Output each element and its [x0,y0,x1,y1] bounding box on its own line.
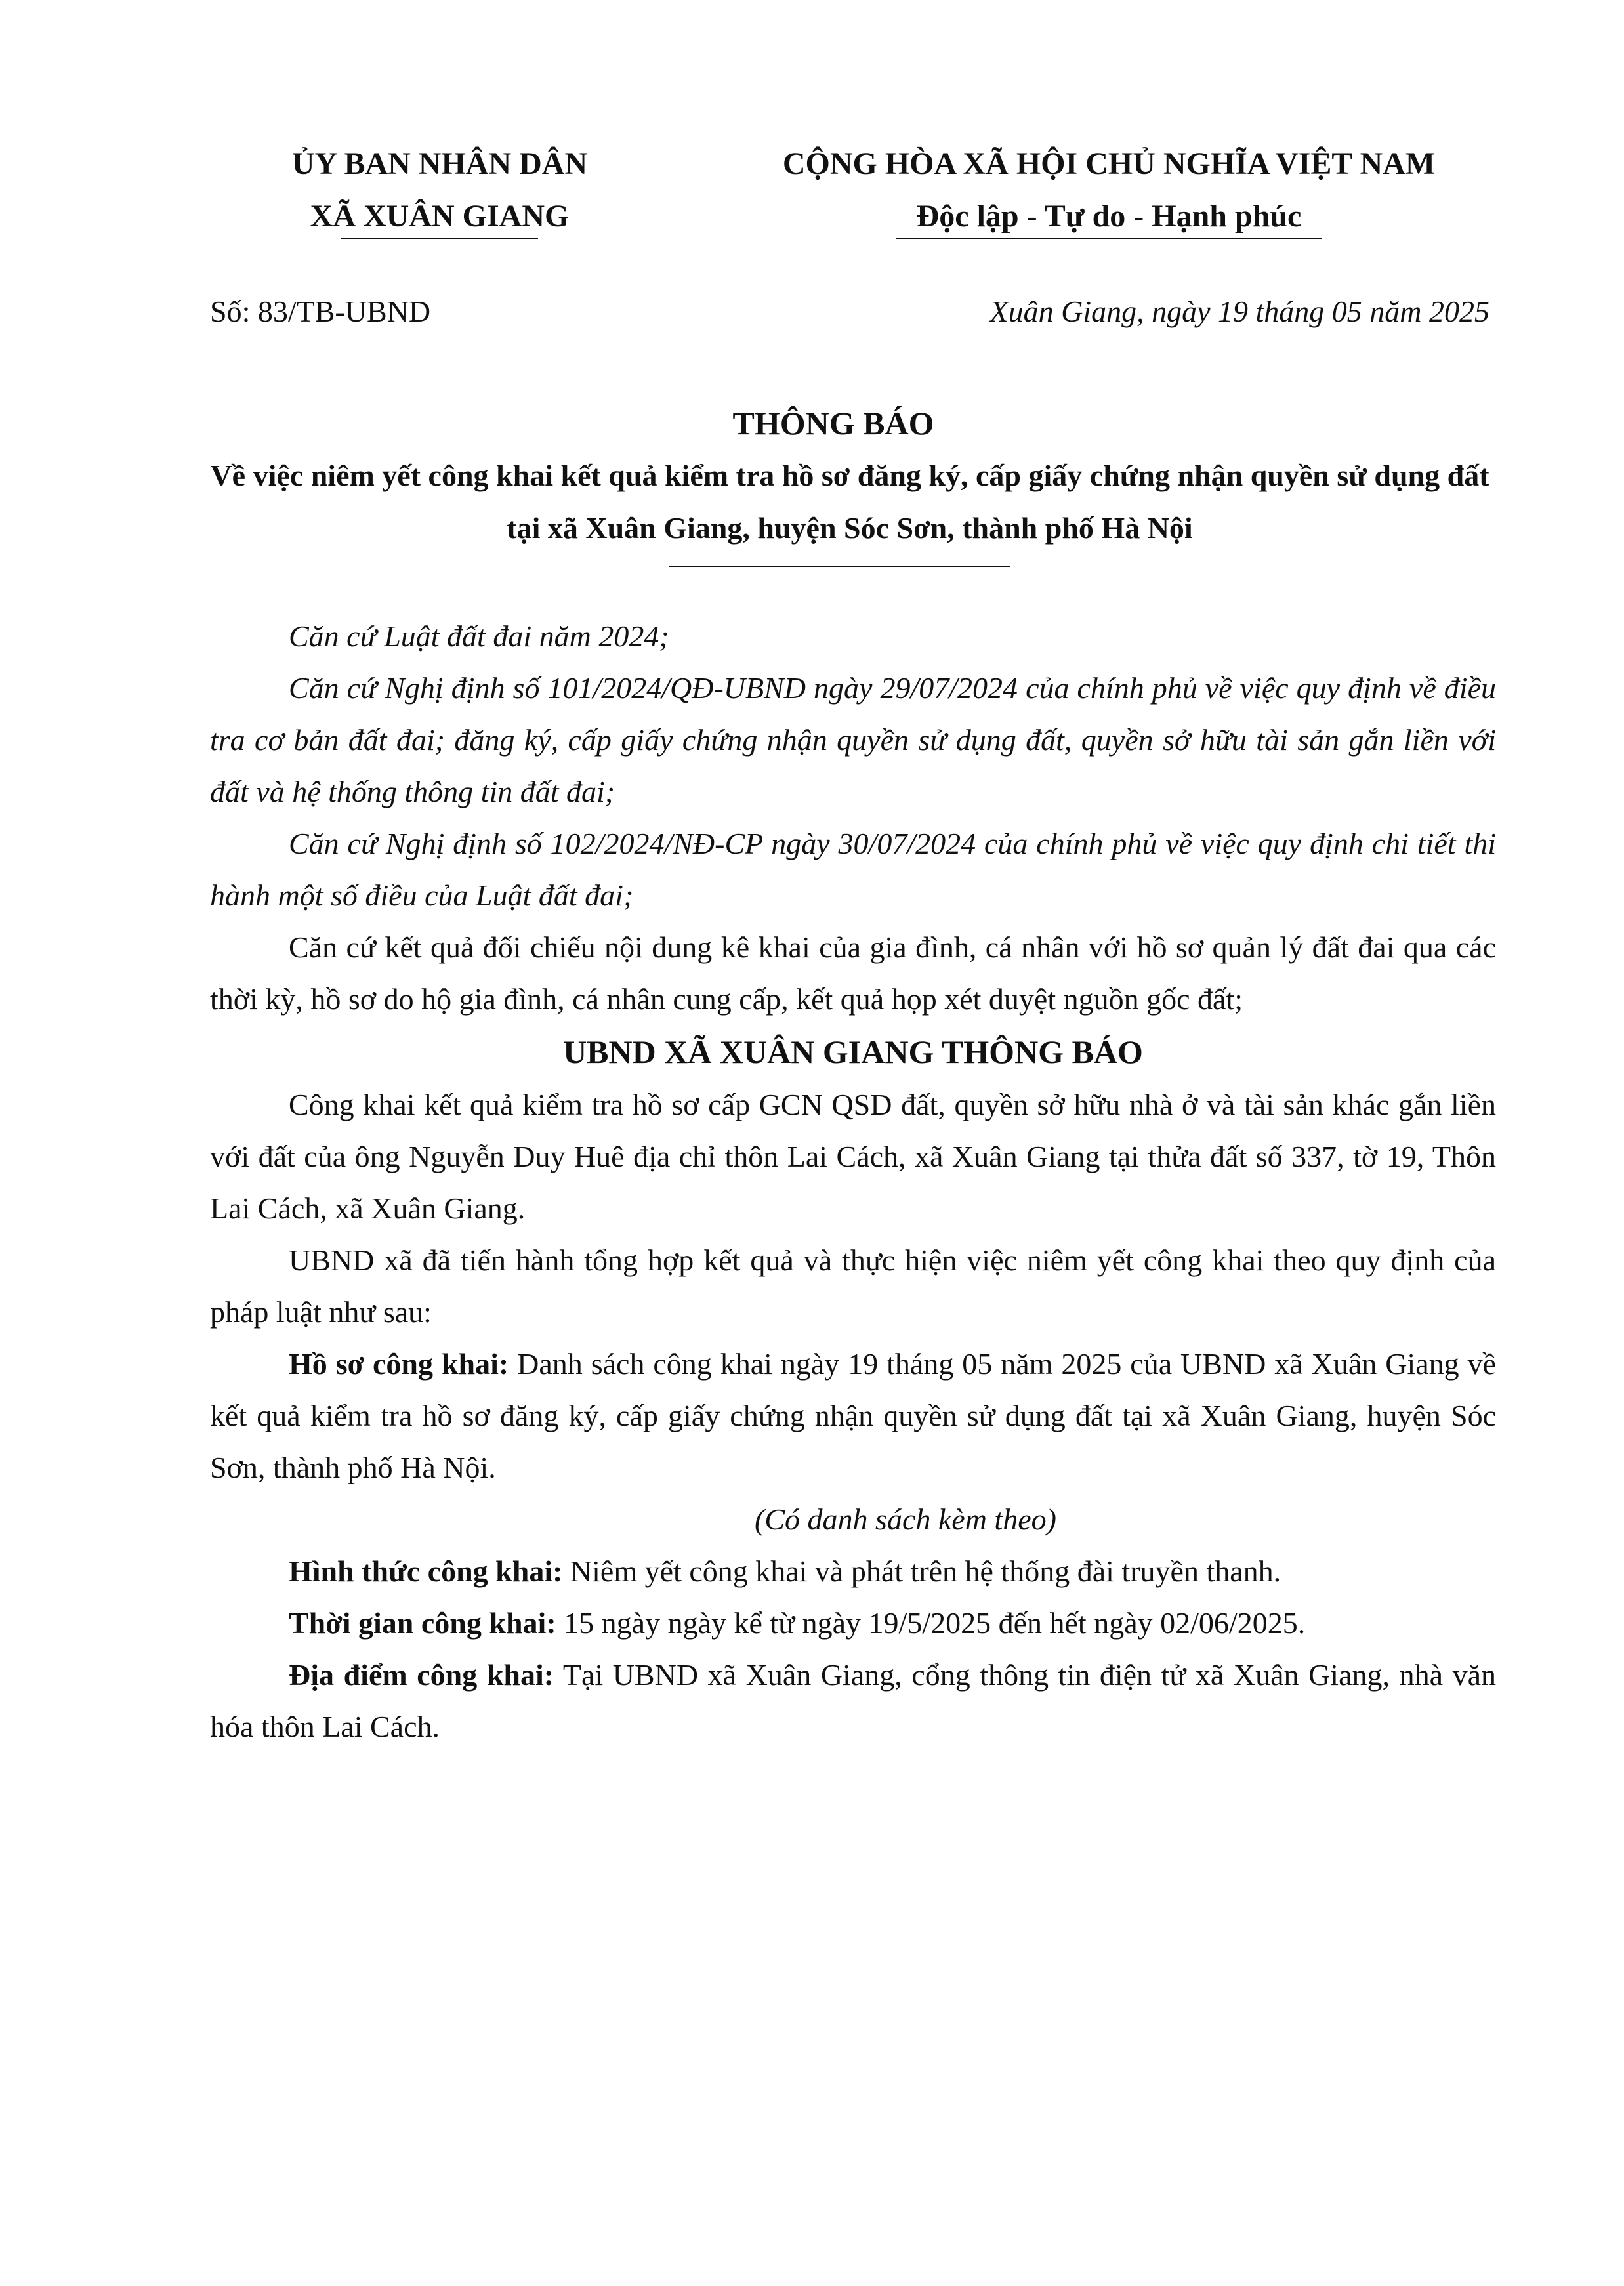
document-subject: Về việc niêm yết công khai kết quả kiểm tra hồ sơ đăng ký, cấp giấy chứng nhận quyền sử dụng đất tại xã Xuân Giang, huyện Sóc Sơn, thành phố Hà Nội [210,459,1489,545]
document-number: Số: 83/TB-UBND [210,295,431,328]
document-title: THÔNG BÁO [732,405,934,442]
nation-name: CỘNG HÒA XÃ HỘI CHỦ NGHĨA VIỆT NAM [782,146,1436,181]
announce-heading: UBND XÃ XUÂN GIANG THÔNG BÁO [563,1033,1143,1070]
records-text: Danh sách công khai ngày 19 tháng 05 năm 2025 của UBND xã Xuân Giang về kết quả kiểm tra hồ sơ đăng ký, cấp giấy chứng nhận quyền sử dụng đất tại xã Xuân Giang, huyện Sóc Sơn, thành phố Hà Nội. [210,1347,1496,1484]
agency-commune: XÃ XUÂN GIANG [310,199,570,234]
motto-underline [896,238,1322,239]
location-label: Địa điểm công khai: [289,1658,554,1692]
legal-basis-3: Căn cứ Nghị định số 102/2024/NĐ-CP ngày 30/07/2024 của chính phủ về việc quy định chi tiết thi hành một số điều của Luật đất đai; [210,827,1496,912]
item-location [210,1649,1496,1753]
nation-motto: Độc lập - Tự do - Hạnh phúc [916,199,1302,234]
document-header [0,138,1624,236]
records-label: Hồ sơ công khai: [289,1347,509,1381]
legal-basis-1: Căn cứ Luật đất đai năm 2024; [289,619,669,653]
legal-basis-2: Căn cứ Nghị định số 101/2024/QĐ-UBND ngày 29/07/2024 của chính phủ về việc quy định về điều tra cơ bản đất đai; đăng ký, cấp giấy chứng nhận quyền sử dụng đất, quyền sở hữu tài sản gắn liền với đất và hệ thống thông tin đất đai; [210,671,1496,808]
paragraph-procedure: UBND xã đã tiến hành tổng hợp kết quả và thực hiện việc niêm yết công khai theo quy định của pháp luật như sau: [210,1243,1496,1329]
time-text: 15 ngày ngày kể từ ngày 19/5/2025 đến hết ngày 02/06/2025. [564,1606,1306,1640]
paragraph-disclosure: Công khai kết quả kiểm tra hồ sơ cấp GCN QSD đất, quyền sở hữu nhà ở và tài sản khác gắn liền với đất của ông Nguyễn Duy Huê địa chỉ thôn Lai Cách, xã Xuân Giang tại thửa đất số 337, tờ 19, Thôn Lai Cách, xã Xuân Giang. [210,1088,1496,1225]
form-text: Niêm yết công khai và phát trên hệ thống đài truyền thanh. [570,1554,1281,1588]
form-label: Hình thức công khai: [289,1554,563,1588]
agency-name: ỦY BAN NHÂN DÂN [291,146,588,181]
location-text: Tại UBND xã Xuân Giang, cổng thông tin điện tử xã Xuân Giang, nhà văn hóa thôn Lai Cách. [210,1658,1496,1743]
subject-underline [669,566,1010,567]
place-and-date: Xuân Giang, ngày 19 tháng 05 năm 2025 [989,295,1489,328]
item-form [210,1545,1496,1597]
item-records [210,1338,1496,1493]
agency-underline [341,238,538,239]
time-label: Thời gian công khai: [289,1606,556,1640]
attached-note: (Có danh sách kèm theo) [755,1503,1056,1536]
basis-result: Căn cứ kết quả đối chiếu nội dung kê khai của gia đình, cá nhân với hồ sơ quản lý đất đai qua các thời kỳ, hồ sơ do hộ gia đình, cá nhân cung cấp, kết quả họp xét duyệt nguồn gốc đất; [210,930,1496,1016]
item-time [210,1597,1496,1649]
document-body [210,610,1496,1753]
